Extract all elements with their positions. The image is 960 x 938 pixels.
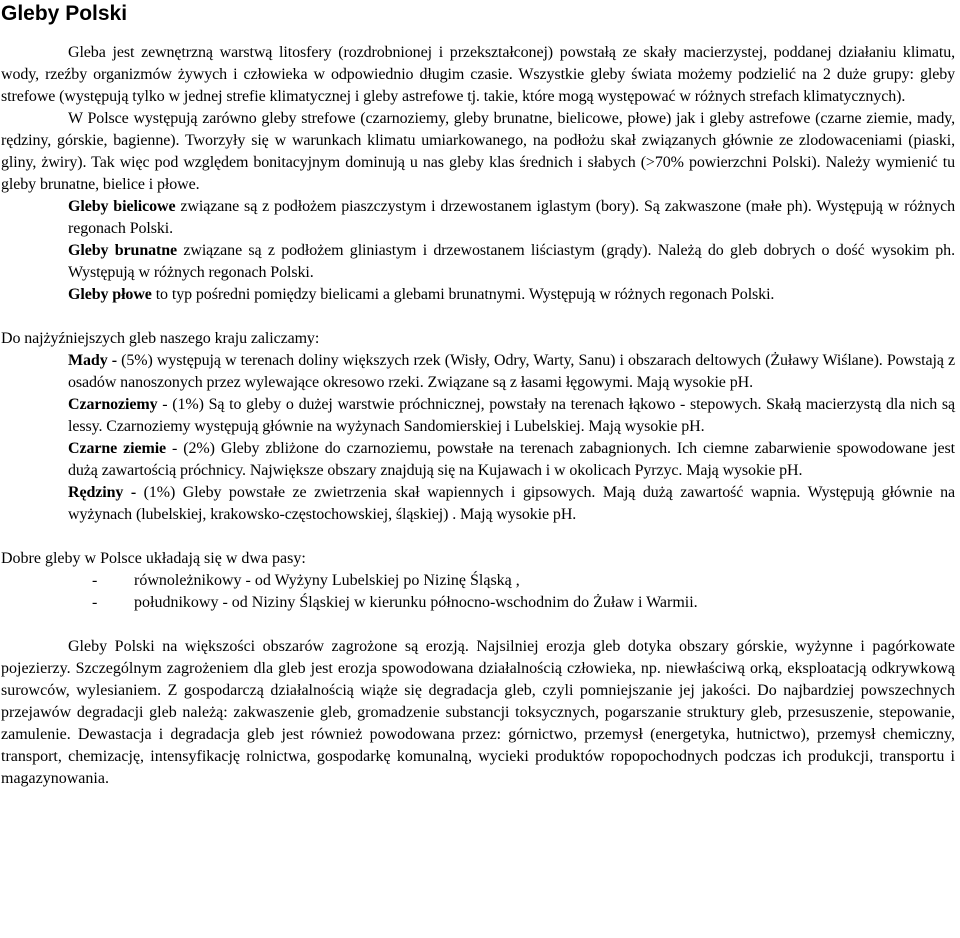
soil-name: Czarne ziemie [68,440,167,457]
soil-description: (1%) Gleby powstałe ze zwietrzenia skał wapiennych i gipsowych. Mają dużą zawartość wapnia. Występują głównie na wyżynach (lubelskiej, krakowsko-częstochowskiej, śląskiej) . Mają wysokie pH. [68,484,955,523]
belt-item [1,592,955,614]
soil-name: Mady - [68,352,117,369]
document-body [1,42,955,790]
soil-name: Gleby bielicowe [68,198,176,215]
spacer [1,526,955,548]
spacer [1,306,955,328]
page-title: Gleby Polski [1,2,128,25]
belt-item [1,570,955,592]
soil-description: - (2%) Gleby zbliżone do czarnoziemu, powstałe na terenach zabagnionych. Ich ciemne zabarwienie spowodowane jest dużą zawartością próchnicy. Największe obszary znajdują się na Kujawach i w okolicach Pyrzyc. Mają wysokie pH. [68,440,955,479]
soil-entry-czarnoziemy [1,394,955,438]
belt-text: południkowy - od Niziny Śląskiej w kierunku północno-wschodnim do Żuław i Warmii. [134,594,698,611]
soil-description: - (1%) Są to gleby o dużej warstwie próchnicznej, powstały na terenach łąkowo - stepowych. Skałą macierzystą dla nich są lessy. Czarnoziemy występują głównie na wyżynach Sandomierskiej i Lubelskiej. Mają wysokie pH. [68,396,955,435]
soil-entry-redziny [1,482,955,526]
zonal-soil-list [1,196,955,306]
belt-text: równoleżnikowy - od Wyżyny Lubelskiej po Nizinę Śląską , [134,572,520,589]
soil-entry-czarne-ziemie [1,438,955,482]
soil-name: Rędziny - [68,484,137,501]
soil-description: związane są z podłożem gliniastym i drzewostanem liściastym (grądy). Należą do gleb dobrych o dość wysokim ph. Występują w różnych regonach Polski. [68,242,955,281]
dash-marker: - [92,572,98,589]
soil-entry-mady [1,350,955,394]
soil-description: związane są z podłożem piaszczystym i drzewostanem iglastym (bory). Są zakwaszone (małe ph). Występują w różnych regonach Polski. [68,198,955,237]
spacer [1,614,955,636]
erosion-paragraph: Gleby Polski na większości obszarów zagrożone są erozją. Najsilniej erozja gleb dotyka obszary górskie, wyżynne i pagórkowate pojezierzy. Szczególnym zagrożeniem dla gleb jest erozja spowodowana działalnością człowieka, np. niewłaściwą orką, eksploatacją odkrywkową surowców, wylesianiem. Z gospodarczą działalnością wiąże się degradacja gleb, czyli pomniejszanie jej jakości. Do najbardziej powszechnych przejawów degradacji gleb należą: zakwaszenie gleb, gromadzenie substancji toksycznych, pogarszanie struktury gleb, przesuszenie, stepowanie, zamulenie. Dewastacja i degradacja gleb jest również powodowana przez: górnictwo, przemysł (energetyka, hutnictwo), przemysł chemiczny, transport, chemizację, intensyfikację rolnictwa, gospodarkę komunalną, wycieki produktów ropopochodnych podczas ich produkcji, transportu i magazynowania. [1,638,955,787]
soil-entry-brunatne [1,240,955,284]
fertile-soils-section [1,328,955,526]
soil-name: Gleby brunatne [68,242,178,259]
erosion-section [1,636,955,790]
soil-entry-bielicowe [1,196,955,240]
dash-marker: - [92,594,98,611]
intro-paragraph: Gleba jest zewnętrzną warstwą litosfery (rozdrobnionej i przekształconej) powstałą ze skały macierzystej, poddanej działaniu klimatu, wody, rzeźby organizmów żywych i człowieka w odpowiednio długim czasie. Wszystkie gleby świata możemy podzielić na 2 duże grupy: gleby strefowe (występują tylko w jednej strefie klimatycznej i gleby astrefowe tj. takie, które mogą występować w różnych strefach klimatycznych). [1,44,955,105]
soil-belts-section [1,548,955,614]
soil-entry-plowe [1,284,955,306]
soil-description: to typ pośredni pomiędzy bielicami a glebami brunatnymi. Występują w różnych regonach Polski. [151,286,775,303]
belts-heading: Dobre gleby w Polsce układają się w dwa pasy: [1,550,306,567]
fertile-heading: Do najżyźniejszych gleb naszego kraju zaliczamy: [1,330,320,347]
soil-name: Gleby płowe [68,286,152,303]
soil-name: Czarnoziemy [68,396,158,413]
intro-paragraph-poland: W Polsce występują zarówno gleby strefowe (czarnoziemy, gleby brunatne, bielicowe, płowe) jak i gleby astrefowe (czarne ziemie, mady, rędziny, górskie, bagienne). Tworzyły się w warunkach klimatu umiarkowanego, na podłożu skał związanych głównie ze zlodowaceniami (piaski, gliny, żwiry). Tak więc pod względem bonitacyjnym dominują u nas gleby klas średnich i słabych (>70% powierzchni Polski). Należy wymienić tu gleby brunatne, bielice i płowe. [1,110,955,193]
soil-description: (5%) występują w terenach doliny większych rzek (Wisły, Odry, Warty, Sanu) i obszarach deltowych (Żuławy Wiślane). Powstają z osadów nanoszonych przez wylewające okresowo rzeki. Związane są z łasami łęgowymi. Mają wysokie pH. [68,352,955,391]
intro-section [1,42,955,196]
